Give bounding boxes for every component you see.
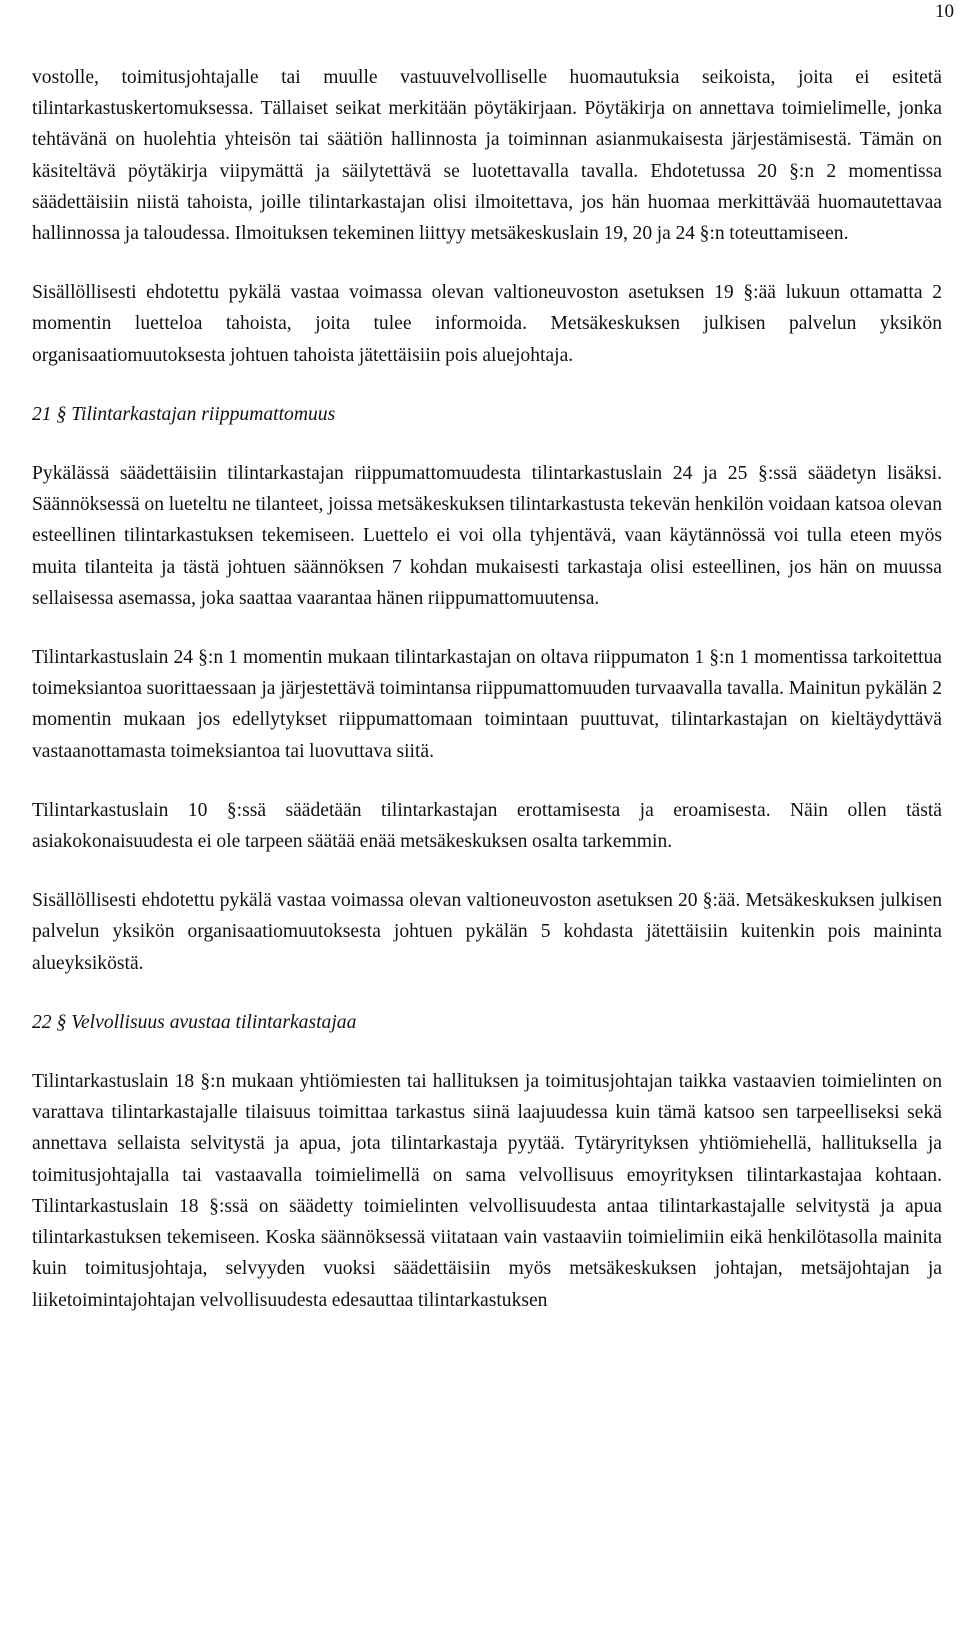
paragraph-6: Sisällöllisesti ehdotettu pykälä vastaa voimassa olevan valtioneuvoston asetuksen 20 §:ää. Metsäkeskuksen julkisen palvelun yksikön organisaatiomuutoksesta johtuen pykälän 5 kohdasta jätettäisiin kuitenkin pois maininta alueyksiköstä.	[32, 890, 942, 974]
paragraph-7: Tilintarkastuslain 18 §:n mukaan yhtiömiesten tai hallituksen ja toimitusjohtajan taikka vastaavien toimielinten on varattava tilintarkastajalle tilaisuus toimittaa tarkastus siinä laajuudessa kuin tämä katsoo sen tarpeelliseksi sekä annettava sellaista selvitystä ja apua, jota tilintarkastaja pyytää. Tytäryrityksen yhtiömiehellä, hallituksella ja toimitusjohtajalla tai vastaavalla toimielimellä on sama velvollisuus emoyrityksen tilintarkastajaa kohtaan. Tilintarkastuslain 18 §:ssä on säädetty toimielinten velvollisuudesta antaa tilintarkastajalle selvitystä ja apua tilintarkastuksen tekemiseen. Koska säännöksessä viitataan vain vastaaviin toimielimiin eikä henkilötasolla mainita kuin toimitusjohtaja, selvyyden vuoksi säädettäisiin myös metsäkeskuksen johtajan, metsäjohtajan ja liiketoimintajohtajan velvollisuudesta edesauttaa tilintarkastuksen	[32, 1071, 942, 1311]
page-number: 10	[935, 1, 954, 22]
paragraph-2: Sisällöllisesti ehdotettu pykälä vastaa voimassa olevan valtioneuvoston asetuksen 19 §:ää lukuun ottamatta 2 momentin luetteloa tahoista, joita tulee informoida. Metsäkeskuksen julkisen palvelun yksikön organisaatiomuutoksesta johtuen tahoista jätettäisiin pois aluejohtaja.	[32, 282, 942, 366]
document-body	[32, 62, 942, 1344]
paragraph-4: Tilintarkastuslain 24 §:n 1 momentin mukaan tilintarkastajan on oltava riippumaton 1 §:n 1 momentissa tarkoitettua toimeksiantoa suorittaessaan ja järjestettävä toimintansa riippumattomuuden turvaavalla tavalla. Mainitun pykälän 2 momentin mukaan jos edellytykset riippumattomaan toimintaan puuttuvat, tilintarkastajan on kieltäydyttävä vastaanottamasta toimeksiantoa tai luovuttava siitä.	[32, 647, 942, 762]
paragraph-5: Tilintarkastuslain 10 §:ssä säädetään tilintarkastajan erottamisesta ja eroamisesta. Näin ollen tästä asiakokonaisuudesta ei ole tarpeen säätää enää metsäkeskuksen osalta tarkemmin.	[32, 799, 942, 853]
section-heading-22: 22 § Velvollisuus avustaa tilintarkastajaa	[32, 1011, 357, 1033]
paragraph-3: Pykälässä säädettäisiin tilintarkastajan riippumattomuudesta tilintarkastuslain 24 ja 25 §:ssä säädetyn lisäksi. Säännöksessä on lueteltu ne tilanteet, joissa metsäkeskuksen tilintarkastusta tekevän henkilön voidaan katsoa olevan esteellinen tilintarkastuksen tekemiseen. Luettelo ei voi olla tyhjentävä, vaan käytännössä voi tulla eteen myös muita tilanteita ja tästä johtuen säännöksen 7 kohdan mukaisesti tarkastaja olisi esteellinen, jos hän on muussa sellaisessa asemassa, joka saattaa vaarantaa hänen riippumattomuutensa.	[32, 463, 942, 609]
paragraph-1: vostolle, toimitusjohtajalle tai muulle vastuuvelvolliselle huomautuksia seikoista, joita ei esitetä tilintarkastuskertomuksessa. Tällaiset seikat merkitään pöytäkirjaan. Pöytäkirja on annettava toimielimelle, jonka tehtävänä on huolehtia yhteisön tai säätiön hallinnosta ja toiminnan asianmukaisesta järjestämisestä. Tämän on käsiteltävä pöytäkirja viipymättä ja säilytettävä se luotettavalla tavalla. Ehdotetussa 20 §:n 2 momentissa säädettäisiin niistä tahoista, joille tilintarkastajan olisi ilmoitettava, jos hän huomaa merkittävää huomautettavaa hallinnossa ja taloudessa. Ilmoituksen tekeminen liittyy metsäkeskuslain 19, 20 ja 24 §:n toteuttamiseen.	[32, 67, 942, 245]
section-heading-21: 21 § Tilintarkastajan riippumattomuus	[32, 403, 336, 425]
